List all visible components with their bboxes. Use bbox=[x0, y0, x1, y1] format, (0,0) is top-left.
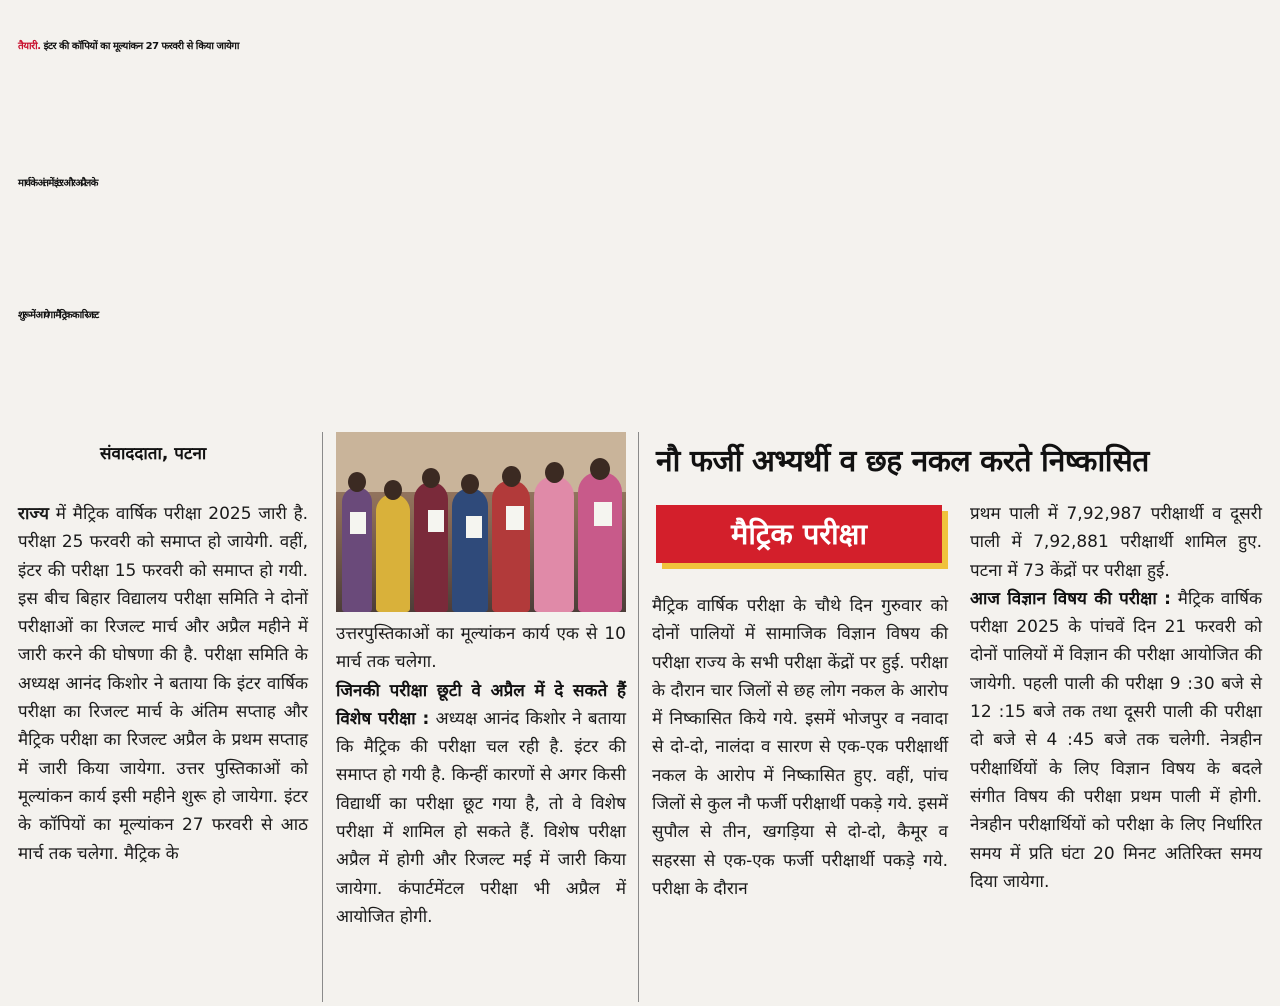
photo-figure-head bbox=[461, 474, 479, 494]
headline-line-1: मार्च के अंत में इंटर और अप्रैल के bbox=[18, 178, 97, 189]
matric-exam-badge: मैट्रिक परीक्षा bbox=[656, 505, 942, 563]
photo-figure bbox=[578, 472, 622, 612]
side-paragraph-2 bbox=[970, 500, 1262, 585]
col4-text-2: मैट्रिक वार्षिक परीक्षा 2025 के पांचवें दिन 21 फरवरी को दोनों पालियों में विज्ञान की परीक्षा आयोजित की जायेगी. पहली पाली की परीक्षा 9 :30 बजे से 12 :15 बजे तक तथा दूसरी पाली की परीक्षा दो बजे से 4 :45 बजे तक चलेगी. नेत्रहीन परीक्षार्थियों के लिए विज्ञान विषय के बदले संगीत विषय की परीक्षा प्रथम पाली में होगी. नेत्रहीन परीक्षार्थियों को परीक्षा के लिए निर्धारित समय में प्रति घंटा 20 मिनट अतिरिक्त समय दिया जायेगा. bbox=[970, 588, 1262, 892]
col1-text: में मैट्रिक वार्षिक परीक्षा 2025 जारी है. परीक्षा 25 फरवरी को समाप्त हो जायेगी. वहीं, इंटर की परीक्षा 15 फरवरी को समाप्त हो गयी. इस बीच बिहार विद्यालय परीक्षा समिति ने दोनों परीक्षाओं का रिजल्ट मार्च और अप्रैल महीने में जारी करने की घोषणा की है. परीक्षा समिति के अध्यक्ष आनंद किशोर ने बताया कि इंटर वार्षिक परीक्षा का रिजल्ट मार्च के अंतिम सप्ताह और मैट्रिक परीक्षा का रिजल्ट अप्रैल के प्रथम सप्ताह में जारी किया जायेगा. उत्तर पुस्तिकाओं को मूल्यांकन कार्य इसी महीने शुरू हो जायेगा. इंटर के कॉपियों का मूल्यांकन 27 फरवरी से आठ मार्च तक चलेगा. मैट्रिक के bbox=[18, 504, 308, 864]
story-column-1 bbox=[18, 500, 308, 868]
news-photo-students bbox=[336, 432, 626, 612]
col2-text-2: अध्यक्ष आनंद किशोर ने बताया कि मैट्रिक की परीक्षा चल रही है. इंटर की समाप्त हो गयी है. किन्हीं कारणों से अगर किसी विद्यार्थी का परीक्षा छूट गया है, तो वे विशेष परीक्षा में शामिल हो सकते हैं. विशेष परीक्षा अप्रैल में होगी और रिजल्ट मई में जारी किया जायेगा. कंपार्टमेंटल परीक्षा भी अप्रैल में आयोजित होगी. bbox=[336, 708, 626, 927]
side-story-column-2 bbox=[970, 500, 1262, 896]
photo-figure bbox=[414, 482, 448, 612]
photo-figure-head bbox=[545, 462, 564, 483]
side-paragraph-1 bbox=[652, 592, 948, 903]
story-paragraph-2 bbox=[336, 620, 626, 677]
story-paragraph-3 bbox=[336, 677, 626, 932]
photo-figure bbox=[452, 488, 488, 612]
col2-text: उत्तरपुस्तिकाओं का मूल्यांकन कार्य एक से 10 मार्च तक चलेगा. bbox=[336, 624, 626, 673]
headline-line-2: शुरू में आयेगा मैट्रिक का रिजल्ट bbox=[18, 310, 98, 321]
photo-figure bbox=[492, 480, 530, 612]
column-divider bbox=[638, 432, 639, 1002]
photo-figure-head bbox=[590, 458, 610, 480]
photo-figure-head bbox=[348, 472, 366, 492]
kicker-tag: तैयारी. bbox=[18, 41, 41, 52]
story-column-2 bbox=[336, 620, 626, 931]
story-paragraph-1 bbox=[18, 500, 308, 868]
main-headline bbox=[18, 118, 1268, 382]
photo-figure bbox=[376, 494, 410, 612]
col4-text: प्रथम पाली में 7,92,987 परीक्षार्थी व दूसरी पाली में 7,92,881 परीक्षार्थी शामिल हुए. पटना में 73 केंद्रों पर परीक्षा हुई. bbox=[970, 504, 1262, 581]
photo-figure-head bbox=[422, 468, 440, 488]
photo-figure bbox=[534, 476, 574, 612]
photo-figure-head bbox=[384, 480, 402, 500]
photo-figure-head bbox=[502, 466, 521, 487]
photo-paper-sheet bbox=[506, 506, 524, 530]
lead-word: राज्य bbox=[18, 504, 49, 524]
side-story-headline: नौ फर्जी अभ्यर्थी व छह नकल करते निष्कासित bbox=[656, 444, 1149, 479]
side-paragraph-3 bbox=[970, 585, 1262, 896]
photo-paper-sheet bbox=[350, 512, 366, 534]
photo-figure bbox=[342, 487, 372, 612]
subhead-science-exam: आज विज्ञान विषय की परीक्षा : bbox=[970, 588, 1171, 609]
kicker-line bbox=[18, 22, 1268, 72]
dateline: संवाददाता, पटना bbox=[100, 444, 207, 464]
photo-paper-sheet bbox=[594, 502, 612, 526]
column-divider bbox=[322, 432, 323, 1002]
subhead-special-exam: जिनकी परीक्षा छूटी वे अप्रैल में दे सकते हैं विशेष परीक्षा : bbox=[336, 680, 626, 729]
photo-paper-sheet bbox=[466, 516, 482, 538]
side-story-column-1 bbox=[652, 592, 948, 903]
kicker-text: इंटर की कॉपियों का मूल्यांकन 27 फरवरी से किया जायेगा bbox=[43, 41, 239, 52]
photo-paper-sheet bbox=[428, 510, 444, 532]
col3-text: मैट्रिक वार्षिक परीक्षा के चौथे दिन गुरुवार को दोनों पालियों में सामाजिक विज्ञान विषय की परीक्षा राज्य के सभी परीक्षा केंद्रों पर हुई. परीक्षा के दौरान चार जिलों से छह लोग नकल के आरोप में निष्कासित किये गये. इसमें भोजपुर व नवादा से दो-दो, नालंदा व सारण से एक-एक परीक्षार्थी नकल के आरोप में निष्कासित हुए. वहीं, पांच जिलों से कुल नौ फर्जी परीक्षार्थी पकड़े गये. इसमें सुपौल से तीन, खगड़िया से दो-दो, कैमूर व सहरसा से एक-एक फर्जी परीक्षार्थी पकड़े गये. परीक्षा के दौरान bbox=[652, 596, 948, 899]
